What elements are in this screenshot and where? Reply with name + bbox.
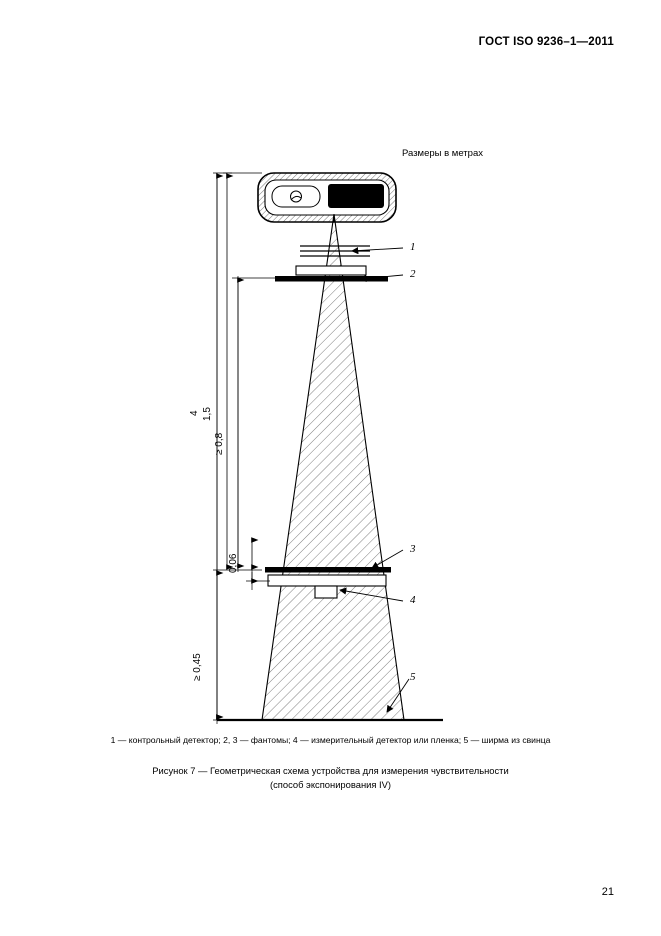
page-number: 21 — [601, 886, 614, 898]
page-header-standard-title: ГОСТ ISO 9236–1—2011 — [478, 36, 614, 48]
dimension-phantom-gap: 0,06 — [228, 553, 239, 573]
figure-caption — [0, 764, 661, 791]
dimension-min-detector-floor: ≥ 0,45 — [192, 653, 203, 681]
dimension-total-height: 4 — [189, 410, 200, 416]
figure-caption-line-1: Рисунок 7 — Геометрическая схема устройства для измерения чувствительности — [152, 765, 509, 776]
figure-legend — [0, 735, 661, 745]
figure-7-drawing — [0, 120, 661, 740]
callout-3: 3 — [410, 543, 416, 555]
figure-7-diagram — [0, 120, 661, 740]
dimension-min-source-phantom: ≥ 0,8 — [214, 432, 225, 455]
callout-4: 4 — [410, 594, 416, 606]
callout-2: 2 — [410, 268, 416, 280]
callout-1: 1 — [410, 241, 416, 253]
callout-5: 5 — [410, 671, 416, 683]
figure-caption-line-2: (способ экспонирования IV) — [269, 778, 392, 790]
dimension-upper-height: 1,5 — [202, 407, 213, 421]
units-note: Размеры в метрах — [402, 148, 483, 159]
legend-text: 1 — контрольный детектор; 2, 3 — фантомы; 4 — измерительный детектор или пленка; 5 — ширма из свинца — [110, 735, 551, 745]
